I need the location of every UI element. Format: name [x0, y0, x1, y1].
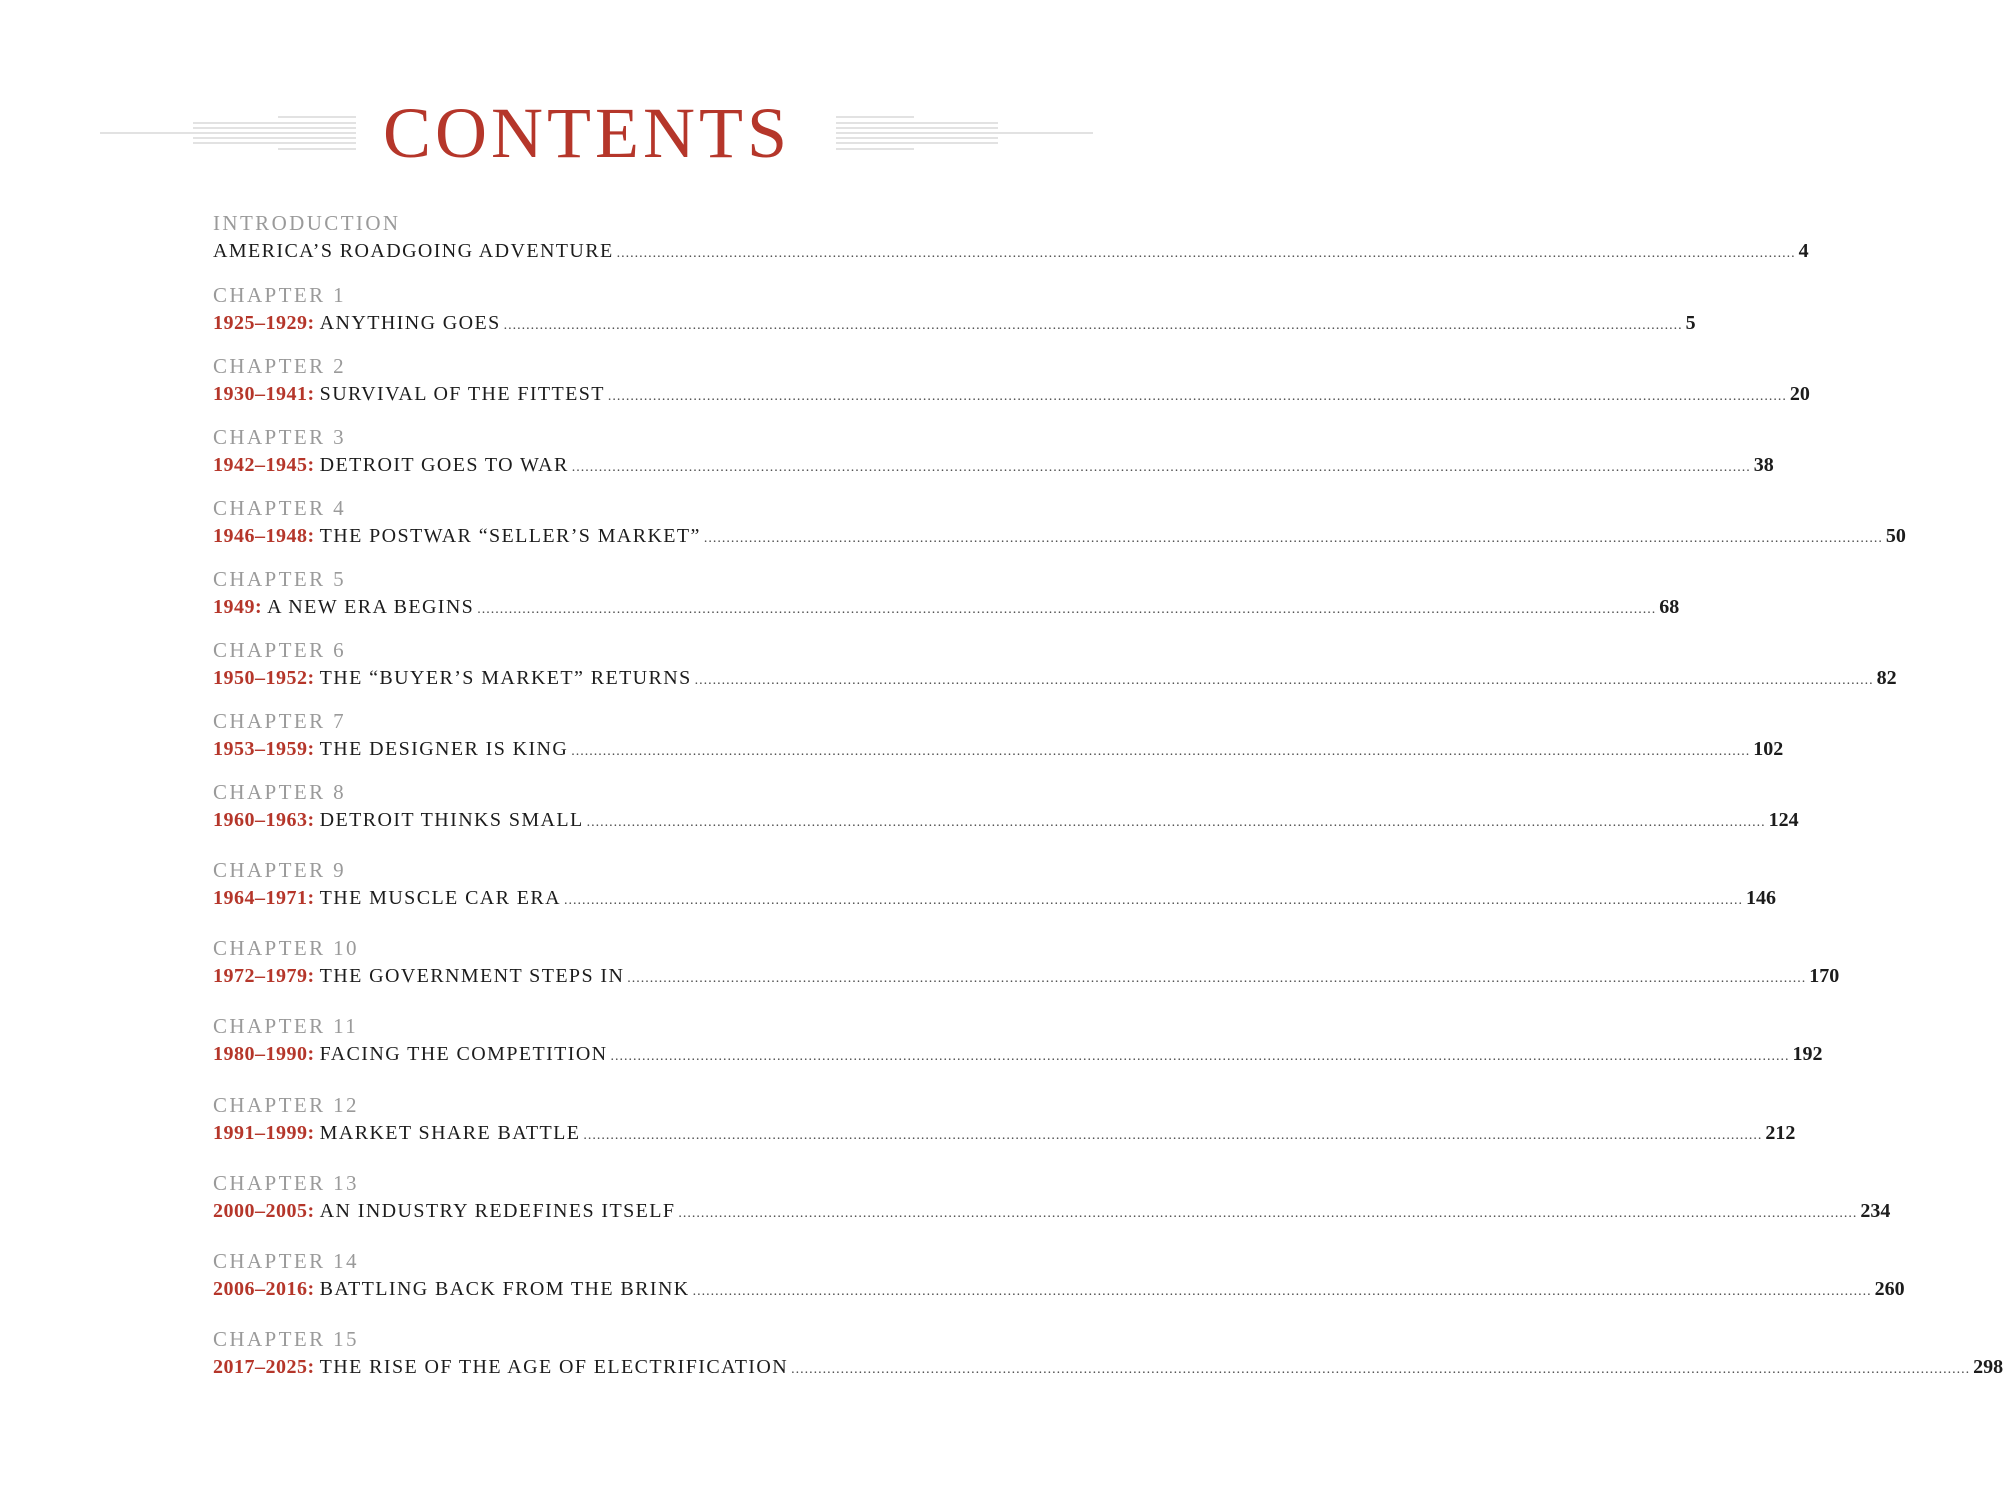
dot-leader: ......................................................................................................................................................................................................................................................................: [678, 1206, 1858, 1221]
chapter-label: INTRODUCTION: [213, 211, 401, 235]
toc-line: [213, 594, 1680, 620]
toc-line: [213, 1354, 2003, 1380]
toc-line: [213, 665, 1897, 691]
chapter-years: 2006–2016:: [213, 1278, 315, 1300]
toc-entry[interactable]: [213, 1092, 1796, 1146]
chapter-title: SURVIVAL OF THE FITTEST: [319, 383, 605, 405]
dot-leader: ......................................................................................................................................................................................................................................................................: [564, 893, 1743, 908]
chapter-years: 1991–1999:: [213, 1122, 315, 1144]
page-number: 192: [1792, 1043, 1823, 1065]
chapter-title: BATTLING BACK FROM THE BRINK: [319, 1278, 690, 1300]
toc-line: [213, 1041, 1823, 1067]
toc-line: [213, 807, 1799, 833]
toc-entry[interactable]: [213, 566, 1680, 620]
chapter-label: CHAPTER 5: [213, 567, 347, 591]
chapter-label: CHAPTER 3: [213, 425, 347, 449]
chapter-title: THE DESIGNER IS KING: [319, 738, 569, 760]
chapter-label: CHAPTER 14: [213, 1249, 359, 1273]
dot-leader: ......................................................................................................................................................................................................................................................................: [607, 389, 1787, 404]
toc-line: [213, 736, 1784, 762]
chapter-label: CHAPTER 13: [213, 1171, 359, 1195]
dot-leader: ......................................................................................................................................................................................................................................................................: [616, 246, 1796, 261]
toc-entry[interactable]: [213, 1248, 1905, 1302]
chapter-title: DETROIT GOES TO WAR: [319, 454, 569, 476]
toc-entry[interactable]: [213, 282, 1696, 336]
page-number: 68: [1659, 596, 1680, 618]
toc-line: [213, 310, 1696, 336]
page-number: 298: [1973, 1356, 2003, 1378]
toc-line: [213, 523, 1906, 549]
chapter-years: 2000–2005:: [213, 1200, 315, 1222]
chapter-title: A NEW ERA BEGINS: [267, 596, 475, 618]
toc-entry[interactable]: [213, 935, 1840, 989]
page-title: CONTENTS: [383, 93, 791, 173]
chapter-label: CHAPTER 12: [213, 1093, 359, 1117]
chapter-years: 1925–1929:: [213, 312, 315, 334]
dot-leader: ......................................................................................................................................................................................................................................................................: [692, 1284, 1872, 1299]
toc-line: [213, 381, 1810, 407]
toc-line: [213, 238, 1809, 264]
page-number: 4: [1798, 240, 1809, 262]
chapter-label: CHAPTER 7: [213, 709, 347, 733]
chapter-years: 1960–1963:: [213, 809, 315, 831]
toc-entry[interactable]: [213, 495, 1906, 549]
toc-entry[interactable]: [213, 857, 1776, 911]
chapter-label: CHAPTER 2: [213, 354, 347, 378]
dot-leader: ......................................................................................................................................................................................................................................................................: [503, 318, 1683, 333]
page-number: 170: [1809, 965, 1840, 987]
chapter-years: 1980–1990:: [213, 1043, 315, 1065]
toc-entry[interactable]: [213, 779, 1799, 833]
toc-line: [213, 885, 1776, 911]
chapter-label: CHAPTER 4: [213, 496, 347, 520]
chapter-years: 1972–1979:: [213, 965, 315, 987]
dot-leader: ......................................................................................................................................................................................................................................................................: [477, 602, 1657, 617]
chapter-years: 2017–2025:: [213, 1356, 315, 1378]
chapter-label: CHAPTER 11: [213, 1014, 359, 1038]
toc-line: [213, 1276, 1905, 1302]
chapter-title: THE GOVERNMENT STEPS IN: [319, 965, 625, 987]
chapter-years: 1950–1952:: [213, 667, 315, 689]
page-number: 82: [1876, 667, 1897, 689]
chapter-title: FACING THE COMPETITION: [319, 1043, 608, 1065]
toc-entry[interactable]: [213, 424, 1774, 478]
contents-header: [0, 88, 1174, 178]
page-number: 234: [1860, 1200, 1891, 1222]
toc-line: [213, 1198, 1891, 1224]
toc-entry[interactable]: [213, 210, 1809, 264]
chapter-label: CHAPTER 15: [213, 1327, 359, 1351]
page-number: 38: [1753, 454, 1774, 476]
chapter-title: AN INDUSTRY REDEFINES ITSELF: [319, 1200, 676, 1222]
dot-leader: ......................................................................................................................................................................................................................................................................: [586, 815, 1766, 830]
dot-leader: ......................................................................................................................................................................................................................................................................: [610, 1049, 1790, 1064]
chapter-years: 1949:: [213, 596, 263, 618]
toc-entry[interactable]: [213, 637, 1897, 691]
toc-line: [213, 963, 1840, 989]
chapter-years: 1953–1959:: [213, 738, 315, 760]
chapter-years: 1946–1948:: [213, 525, 315, 547]
page-number: 260: [1874, 1278, 1905, 1300]
page-number: 20: [1789, 383, 1810, 405]
chapter-label: CHAPTER 9: [213, 858, 347, 882]
page-number: 212: [1765, 1122, 1796, 1144]
page-number: 50: [1885, 525, 1906, 547]
toc-line: [213, 1120, 1796, 1146]
toc-line: [213, 452, 1774, 478]
chapter-years: 1930–1941:: [213, 383, 315, 405]
dot-leader: ......................................................................................................................................................................................................................................................................: [694, 673, 1874, 688]
page-number: 5: [1685, 312, 1696, 334]
dot-leader: ......................................................................................................................................................................................................................................................................: [627, 971, 1807, 986]
chapter-years: 1942–1945:: [213, 454, 315, 476]
dot-leader: ......................................................................................................................................................................................................................................................................: [571, 744, 1751, 759]
dot-leader: ......................................................................................................................................................................................................................................................................: [583, 1128, 1763, 1143]
page-number: 102: [1753, 738, 1784, 760]
chapter-label: CHAPTER 6: [213, 638, 347, 662]
chapter-label: CHAPTER 10: [213, 936, 359, 960]
chapter-title: THE RISE OF THE AGE OF ELECTRIFICATION: [319, 1356, 789, 1378]
chapter-title: MARKET SHARE BATTLE: [319, 1122, 581, 1144]
chapter-title: THE MUSCLE CAR ERA: [319, 887, 561, 909]
chapter-title: ANYTHING GOES: [319, 312, 501, 334]
page-number: 124: [1768, 809, 1799, 831]
toc-entry[interactable]: [213, 1013, 1823, 1067]
toc-entry[interactable]: [213, 1326, 2003, 1380]
chapter-label: CHAPTER 1: [213, 283, 347, 307]
chapter-title: THE POSTWAR “SELLER’S MARKET”: [319, 525, 701, 547]
page-number: 146: [1746, 887, 1776, 909]
chapter-title: THE “BUYER’S MARKET” RETURNS: [319, 667, 692, 689]
toc-entry[interactable]: [213, 1170, 1891, 1224]
chapter-label: CHAPTER 8: [213, 780, 347, 804]
dot-leader: ......................................................................................................................................................................................................................................................................: [703, 531, 1883, 546]
dot-leader: ......................................................................................................................................................................................................................................................................: [791, 1362, 1971, 1377]
dot-leader: ......................................................................................................................................................................................................................................................................: [571, 460, 1751, 475]
toc-entry[interactable]: [213, 708, 1784, 762]
toc-entry[interactable]: [213, 353, 1810, 407]
chapter-title: DETROIT THINKS SMALL: [319, 809, 584, 831]
chapter-years: 1964–1971:: [213, 887, 315, 909]
chapter-title: AMERICA’S ROADGOING ADVENTURE: [213, 240, 614, 262]
